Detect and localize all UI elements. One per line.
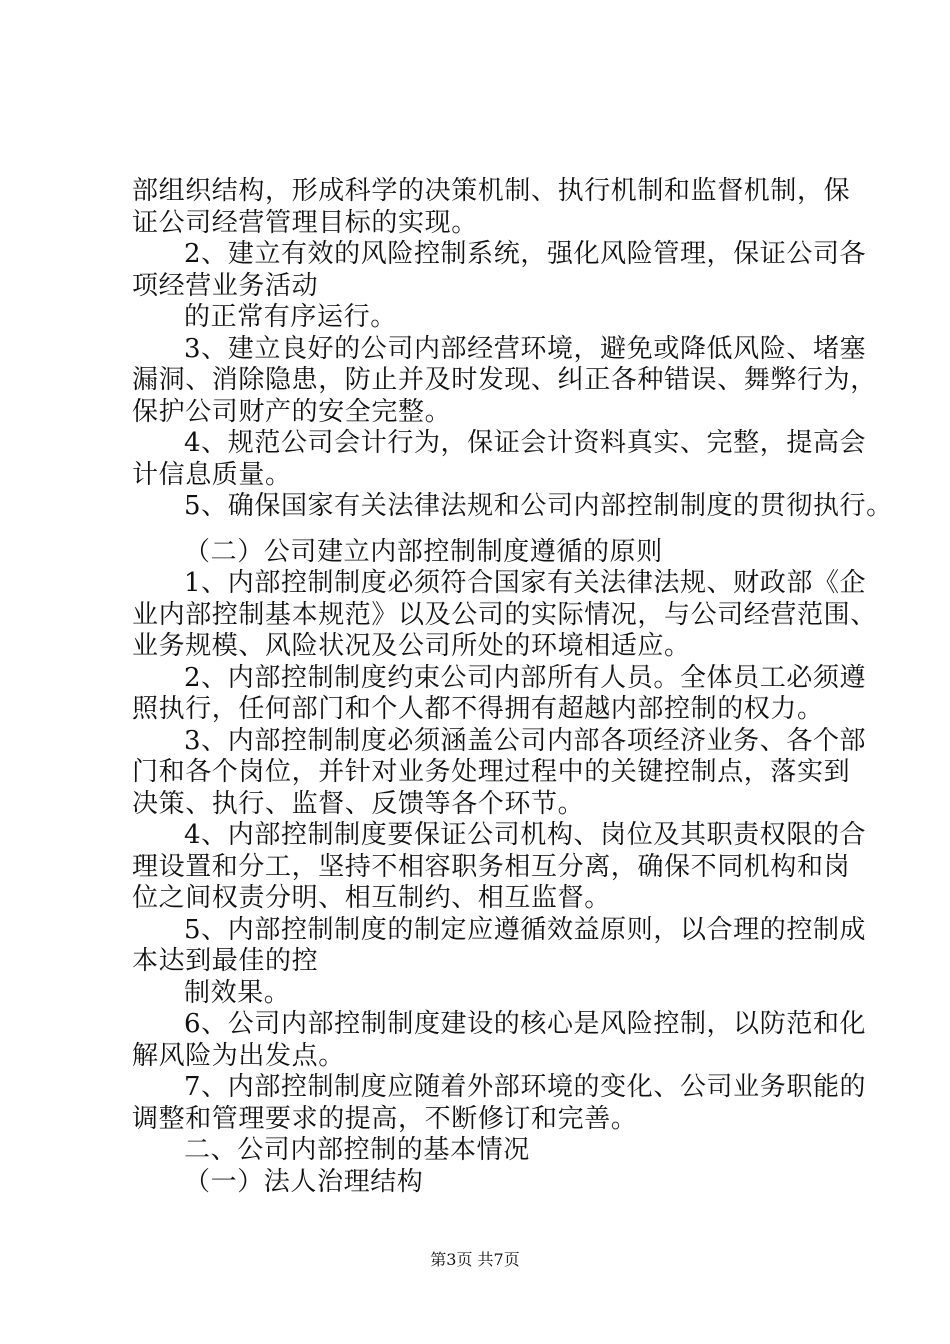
- text-line: 本达到最佳的控: [132, 946, 319, 976]
- text-line: 计信息质量。: [132, 459, 292, 490]
- text-line: 业内部控制基本规范》以及公司的实际情况，与公司经营范围、: [132, 599, 877, 630]
- section-heading: （二）公司建立内部控制制度遵循的原则: [184, 536, 663, 567]
- text-line: 理设置和分工，坚持不相容职务相互分离，确保不同机构和岗: [132, 851, 851, 882]
- text-line: 4、规范公司会计行为，保证会计资料真实、完整，提高会: [184, 428, 867, 458]
- text-line: 照执行，任何部门和个人都不得拥有超越内部控制的权力。: [132, 694, 824, 724]
- document-body: [132, 176, 893, 1198]
- section-heading: 二、公司内部控制的基本情况: [184, 1135, 530, 1165]
- text-line: 1、内部控制制度必须符合国家有关法律法规、财政部《企: [184, 568, 867, 598]
- text-line: 调整和管理要求的提高，不断修订和完善。: [132, 1103, 638, 1134]
- text-line: 证公司经营管理目标的实现。: [132, 207, 478, 238]
- text-line: 决策、执行、监督、反馈等各个环节。: [132, 788, 585, 819]
- text-line: 业务规模、风险状况及公司所处的环境相适应。: [132, 631, 691, 661]
- text-line: 5、内部控制制度的制定应遵循效益原则，以合理的控制成: [184, 914, 867, 945]
- text-line: 2、建立有效的风险控制系统，强化风险管理，保证公司各: [184, 239, 867, 269]
- text-line: 漏洞、消除隐患，防止并及时发现、纠正各种错误、舞弊行为，: [132, 365, 877, 395]
- text-line: 保护公司财产的安全完整。: [132, 396, 452, 427]
- text-line: 3、建立良好的公司内部经营环境，避免或降低风险、堵塞: [184, 333, 867, 364]
- text-line: 门和各个岗位，并针对业务处理过程中的关键控制点，落实到: [132, 757, 851, 787]
- text-line: 5、确保国家有关法律法规和公司内部控制制度的贯彻执行。: [184, 491, 893, 521]
- text-line: 解风险为出发点。: [132, 1040, 345, 1071]
- text-line: 6、公司内部控制制度建设的核心是风险控制，以防范和化: [184, 1009, 867, 1039]
- text-line: 3、内部控制制度必须涵盖公司内部各项经济业务、各个部: [184, 725, 867, 756]
- text-line: 4、内部控制制度要保证公司机构、岗位及其职责权限的合: [184, 820, 867, 850]
- text-line: 位之间权责分明、相互制约、相互监督。: [132, 883, 611, 913]
- page-number-footer: 第3页 共7页: [430, 1250, 520, 1269]
- paragraph-gap: [132, 523, 852, 537]
- text-line: 7、内部控制制度应随着外部环境的变化、公司业务职能的: [184, 1072, 867, 1102]
- text-line: 制效果。: [184, 977, 291, 1008]
- text-line: 部组织结构，形成科学的决策机制、执行机制和监督机制，保: [132, 176, 851, 206]
- text-line: 2、内部控制制度约束公司内部所有人员。全体员工必须遵: [184, 662, 867, 693]
- section-heading: （一）法人治理结构: [184, 1166, 424, 1197]
- text-line: 项经营业务活动: [132, 270, 319, 301]
- text-line: 的正常有序运行。: [184, 302, 397, 332]
